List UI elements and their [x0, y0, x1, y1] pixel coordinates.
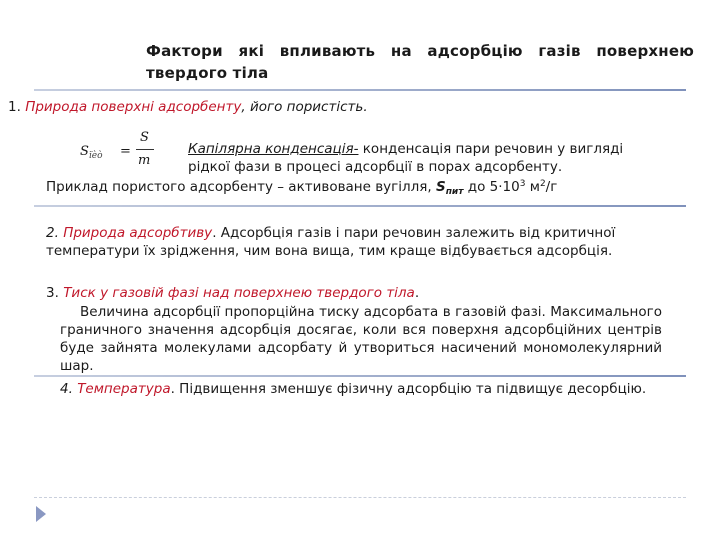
example-unit: м — [525, 179, 540, 195]
item-4-number: 4. — [60, 381, 73, 397]
footer-divider — [34, 497, 686, 498]
item-1 — [8, 98, 688, 116]
item-2 — [46, 224, 646, 260]
item-2-number: 2. — [46, 225, 59, 241]
title-divider — [34, 89, 686, 91]
next-slide-triangle-icon[interactable] — [36, 506, 46, 522]
item-4-text: . Підвищення зменшує фізичну адсорбцію та підвищує десорбцію. — [170, 381, 647, 397]
example-line — [46, 178, 686, 198]
item-3-number: 3. — [46, 285, 59, 301]
formula-specific-surface — [80, 128, 170, 172]
item-1-text: , його пористість. — [241, 99, 368, 115]
section-divider-2 — [34, 375, 686, 377]
fraction-bar — [136, 149, 154, 150]
item-4 — [34, 380, 654, 398]
example-dot: · — [498, 179, 503, 195]
item-2-text: . Адсорбція газів і пари речовин залежить від критичної температури їх зрідження, чим вона вища, тим краще відбувається адсорбція. — [46, 225, 616, 259]
item-3-paragraph — [60, 303, 662, 375]
capillary-term: Капілярна конденсація- — [188, 141, 359, 157]
item-3-heading: Тиск у газовій фазі над поверхнею твердого тіла — [63, 285, 415, 301]
example-value-pre: до 5 — [463, 179, 499, 195]
example-symbol-sub: пит — [445, 187, 464, 197]
capillary-definition: конденсація пари речовин у вигляді рідкої фази в процесі адсорбції в порах адсорбенту. — [188, 141, 624, 175]
example-symbol: S — [435, 179, 446, 195]
item-1-number: 1. — [8, 99, 21, 115]
example-unit-tail: /г — [545, 179, 558, 195]
item-2-heading: Природа адсорбтиву — [63, 225, 213, 241]
item-4-heading: Температура — [77, 381, 171, 397]
example-value-ten: 10 — [502, 179, 520, 195]
formula-lhs-subscript: ïèò — [88, 151, 103, 161]
formula-lhs-symbol: S — [80, 144, 89, 159]
item-1-heading: Природа поверхні адсорбенту — [25, 99, 242, 115]
item-3-heading-line — [46, 284, 666, 302]
example-text: Приклад пористого адсорбенту – активоване вугілля, — [46, 179, 436, 195]
formula-equals: = — [120, 144, 131, 159]
formula-lhs — [80, 144, 103, 159]
item-3-text: Величина адсорбції пропорційна тиску адсорбата в газовій фазі. Максимального граничного значення адсорбція досягає, коли вся поверхня адсорбційних центрів буде зайнята молекулами адсорбату й утвориться насичений мономолекулярний шар. — [60, 304, 662, 374]
item-3-period: . — [414, 285, 420, 301]
capillary-condensation — [188, 140, 648, 176]
slide-title: Фактори які впливають на адсорбцію газів поверхнею твердого тіла — [146, 42, 694, 82]
example-unit-exponent: 2 — [539, 179, 546, 189]
formula-denominator: m — [138, 153, 151, 168]
example-exponent: 3 — [519, 179, 526, 189]
section-divider-1 — [34, 205, 686, 207]
formula-numerator: S — [140, 130, 149, 145]
